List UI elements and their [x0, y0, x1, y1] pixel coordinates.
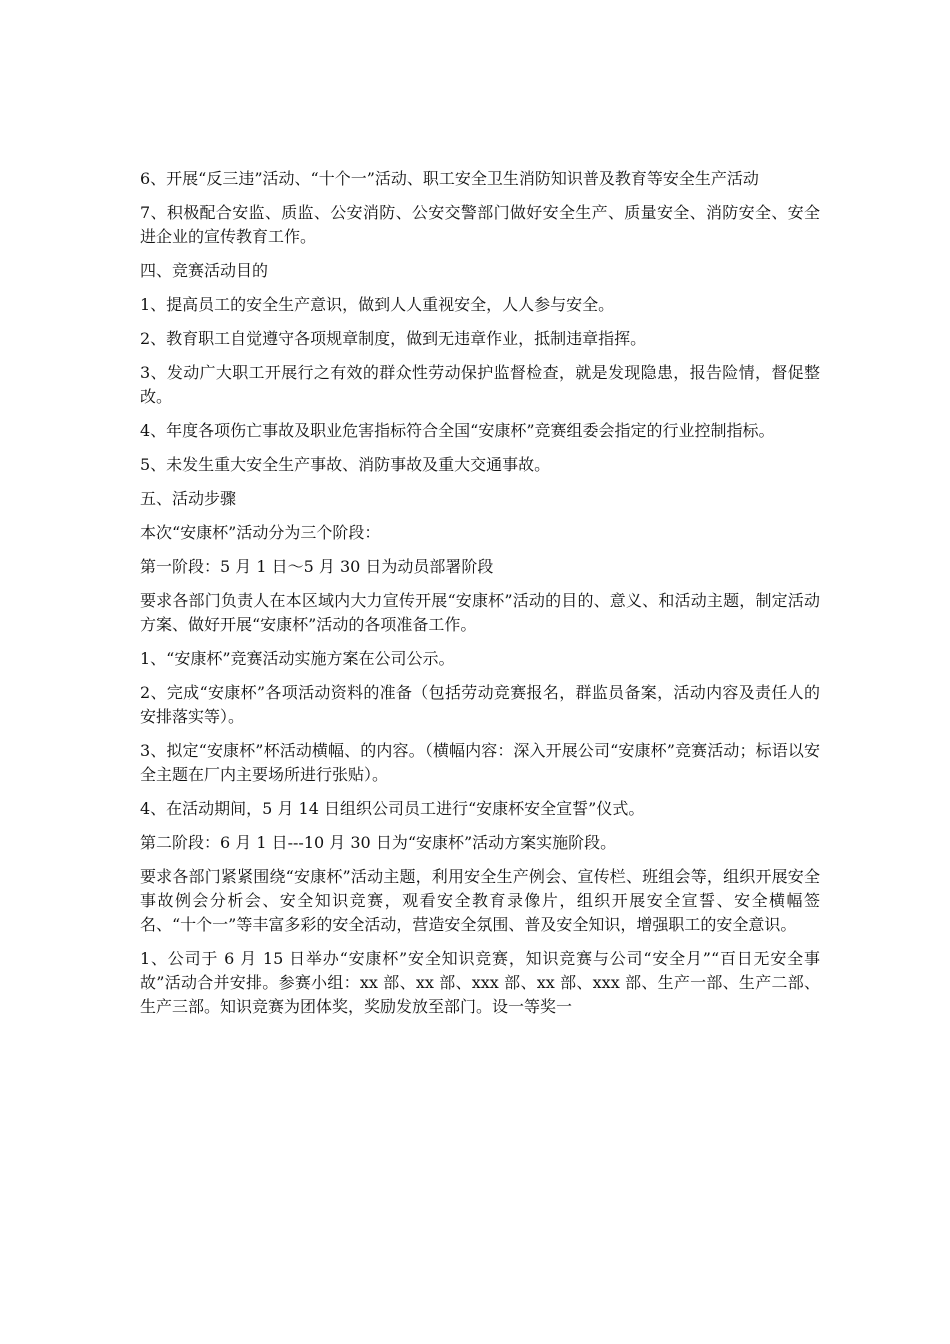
goal-item-2: 2、教育职工自觉遵守各项规章制度，做到无违章作业，抵制违章指挥。	[140, 329, 647, 348]
stage-one-item-3: 3、拟定“安康杯”杯活动横幅、的内容。（横幅内容：深入开展公司“安康杯”竞赛活动；标语以安全主题在厂内主要场所进行张贴）。	[140, 741, 820, 784]
section-heading-goals: 四、竞赛活动目的	[140, 261, 269, 280]
stage-one-item-2: 2、完成“安康杯”各项活动资料的准备（包括劳动竞赛报名，群监员备案，活动内容及责任人的安排落实等）。	[140, 683, 820, 726]
goal-item-1: 1、提高员工的安全生产意识，做到人人重视安全，人人参与安全。	[140, 295, 615, 314]
stage-two-description: 要求各部门紧紧围绕“安康杯”活动主题，利用安全生产例会、宣传栏、班组会等，组织开展安全事故例会分析会、安全知识竞赛，观看安全教育录像片，组织开展安全宣誓、安全横幅签名、“十个一”等丰富多彩的安全活动，营造安全氛围、普及安全知识，增强职工的安全意识。	[140, 867, 820, 934]
stage-two-heading: 第二阶段：6 月 1 日---10 月 30 日为“安康杯”活动方案实施阶段。	[140, 833, 617, 852]
document-body	[140, 167, 820, 1029]
stage-two-item-1: 1、公司于 6 月 15 日举办“安康杯”安全知识竞赛，知识竞赛与公司“安全月”“百日无安全事故”活动合并安排。参赛小组：xx 部、xx 部、xxx 部、xx 部、xxx 部、生产一部、生产二部、生产三部。知识竞赛为团体奖，奖励发放至部门。设一等奖一	[140, 949, 820, 1016]
stage-one-description: 要求各部门负责人在本区域内大力宣传开展“安康杯”活动的目的、意义、和活动主题，制定活动方案、做好开展“安康杯”活动的各项准备工作。	[140, 591, 820, 634]
steps-intro: 本次“安康杯”活动分为三个阶段：	[140, 523, 381, 542]
goal-item-3: 3、发动广大职工开展行之有效的群众性劳动保护监督检查，就是发现隐患，报告险情，督促整改。	[140, 363, 820, 406]
paragraph-item-7: 7、积极配合安监、质监、公安消防、公安交警部门做好安全生产、质量安全、消防安全、安全进企业的宣传教育工作。	[140, 203, 820, 246]
stage-one-heading: 第一阶段：5 月 1 日～5 月 30 日为动员部署阶段	[140, 557, 494, 576]
goal-item-4: 4、年度各项伤亡事故及职业危害指标符合全国“安康杯”竞赛组委会指定的行业控制指标。	[140, 421, 775, 440]
section-heading-steps: 五、活动步骤	[140, 489, 237, 508]
stage-one-item-4: 4、在活动期间，5 月 14 日组织公司员工进行“安康杯安全宣誓”仪式。	[140, 799, 645, 818]
paragraph-item-6: 6、开展“反三违”活动、“十个一”活动、职工安全卫生消防知识普及教育等安全生产活动	[140, 169, 759, 188]
goal-item-5: 5、未发生重大安全生产事故、消防事故及重大交通事故。	[140, 455, 551, 474]
stage-one-item-1: 1、“安康杯”竞赛活动实施方案在公司公示。	[140, 649, 455, 668]
